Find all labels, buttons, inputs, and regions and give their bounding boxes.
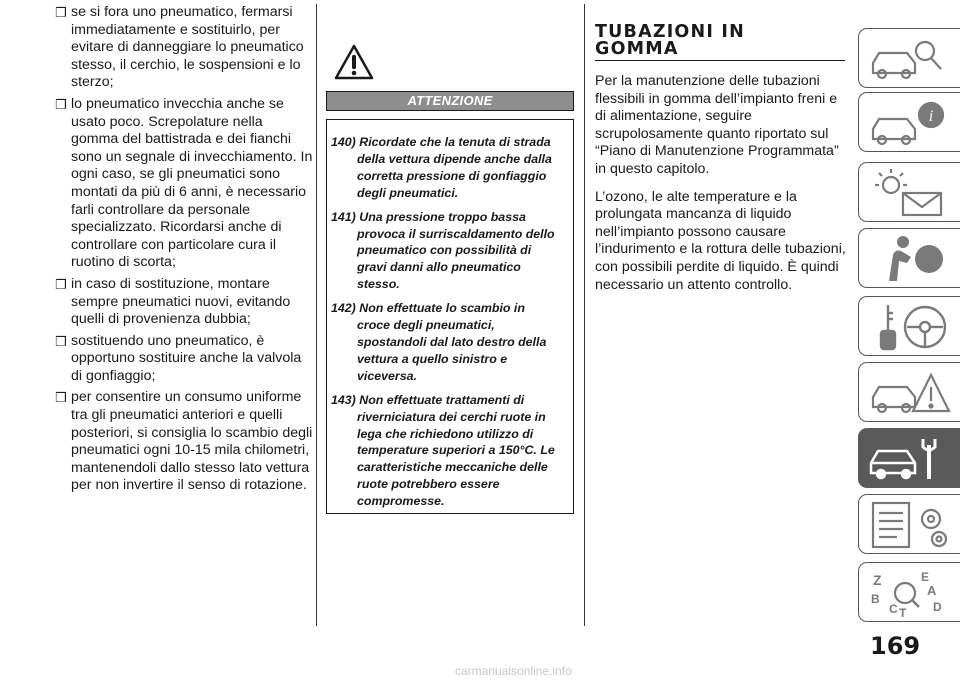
list-item-text: se si fora uno pneumatico, fermarsi immediatamente e sostituirlo, per evitare di danneggiare lo pneumatico stesso, il cerchio, le sospensioni e lo sterzo; [71, 4, 304, 91]
car-maintenance-icon [867, 433, 957, 485]
watermark: carmanualsonline.info [455, 664, 572, 678]
index-az-icon [867, 567, 957, 619]
list-item-text: sostituendo uno pneumatico, è opportuno sostituire anche la valvola di gonfiaggio; [71, 332, 302, 384]
section-title-line: TUBAZIONI IN [595, 22, 745, 42]
bullet-mark: ❒ [55, 333, 67, 349]
list-item [55, 333, 313, 386]
warning-box [326, 119, 574, 514]
list-item-text: lo pneumatico invecchia anche se usato poco. Screpolature nella gomma del battistrada e dei fianchi sono un segnale di invecchiamento. In ogni caso, se gli pneumatici sono montati da più di 6 anni, è necessario farli controllare da personale specializzato. Ricordarsi anche di controllare con particolare cura il ruotino di scorta; [71, 95, 313, 271]
svg-text:E: E [921, 570, 930, 584]
svg-text:B: B [871, 592, 880, 606]
tab-car-info[interactable] [858, 92, 960, 152]
column-divider [584, 4, 585, 626]
airbag-seat-icon [867, 233, 957, 285]
tab-technical-data[interactable] [858, 494, 960, 554]
svg-text:D: D [933, 600, 942, 614]
list-item [55, 4, 313, 92]
bullet-mark: ❒ [55, 5, 67, 20]
warning-item: 141) Una pressione troppo bassa provoca il surriscaldamento dello pneumatico con possibilità di gravi danni allo pneumatico stesso. [331, 209, 555, 292]
column-divider [316, 4, 317, 626]
right-column [595, 24, 847, 294]
warning-item: 142) Non effettuate lo scambio in croce degli pneumatici, spostandoli dal lato destro della vettura a quello sinistro e viceversa. [331, 301, 547, 383]
svg-text:Z: Z [873, 572, 882, 588]
paragraph: L’ozono, le alte temperature e la prolungata mancanza di liquido nell’impianto possono causare l’indurimento e la rottura delle tubazioni, con possibili perdite di liquido. È quindi necessario un attento controllo. [595, 188, 846, 293]
tab-safety[interactable] [858, 228, 960, 288]
car-info-icon [867, 97, 957, 149]
tab-knowing-the-car[interactable] [858, 28, 960, 88]
svg-text:T: T [899, 606, 907, 619]
svg-text:A: A [927, 583, 937, 598]
bullet-mark: ❒ [55, 96, 67, 112]
car-search-icon [867, 33, 957, 85]
car-emergency-icon [867, 367, 957, 419]
section-title-line: GOMMA [595, 38, 679, 59]
tab-index[interactable] [858, 562, 960, 622]
section-title [595, 24, 845, 61]
warning-triangle-icon [334, 44, 374, 80]
list-item [55, 389, 313, 495]
tab-emergency[interactable] [858, 362, 960, 422]
bullet-mark: ❒ [55, 276, 67, 292]
tab-warning-lights[interactable] [858, 162, 960, 222]
svg-text:C: C [889, 602, 898, 616]
warning-header: ATTENZIONE [326, 91, 574, 111]
list-item-text: in caso di sostituzione, montare sempre pneumatici nuovi, evitando quelli di provenienza dubbia; [71, 275, 291, 328]
warning-item: 143) Non effettuate trattamenti di riverniciatura dei cerchi ruote in lega che richiedono utilizzo di temperature superiori a 150°C. Le caratteristiche meccaniche delle ruote potrebbero essere compromesse. [331, 392, 555, 509]
warning-item: 140) Ricordate che la tenuta di strada della vettura dipende anche dalla corretta pressione di gonfiaggio degli pneumatici. [331, 135, 552, 200]
left-column [55, 4, 313, 499]
bullet-mark: ❒ [55, 390, 67, 406]
key-steering-wheel-icon [867, 301, 957, 353]
technical-data-icon [867, 499, 957, 551]
svg-text:i: i [928, 108, 934, 125]
list-item [55, 96, 313, 272]
page-number: 169 [870, 632, 921, 660]
warning-lights-icon [867, 167, 957, 219]
paragraph: Per la manutenzione delle tubazioni flessibili in gomma dell’impianto freni e di alimentazione, seguire scrupolosamente quanto riportato sul “Piano di Manutenzione Programmata” in questo capitolo. [595, 73, 839, 177]
tab-maintenance[interactable] [858, 428, 960, 488]
list-item-text: per consentire un consumo uniforme tra gli pneumatici anteriori e quelli posteriori, si consiglia lo scambio degli pneumatici ogni 10-15 mila chilometri, mantenendoli dallo stesso lato vettura per non invertire il senso di rotazione. [71, 389, 313, 494]
tab-starting-driving[interactable] [858, 296, 960, 356]
list-item [55, 276, 313, 329]
